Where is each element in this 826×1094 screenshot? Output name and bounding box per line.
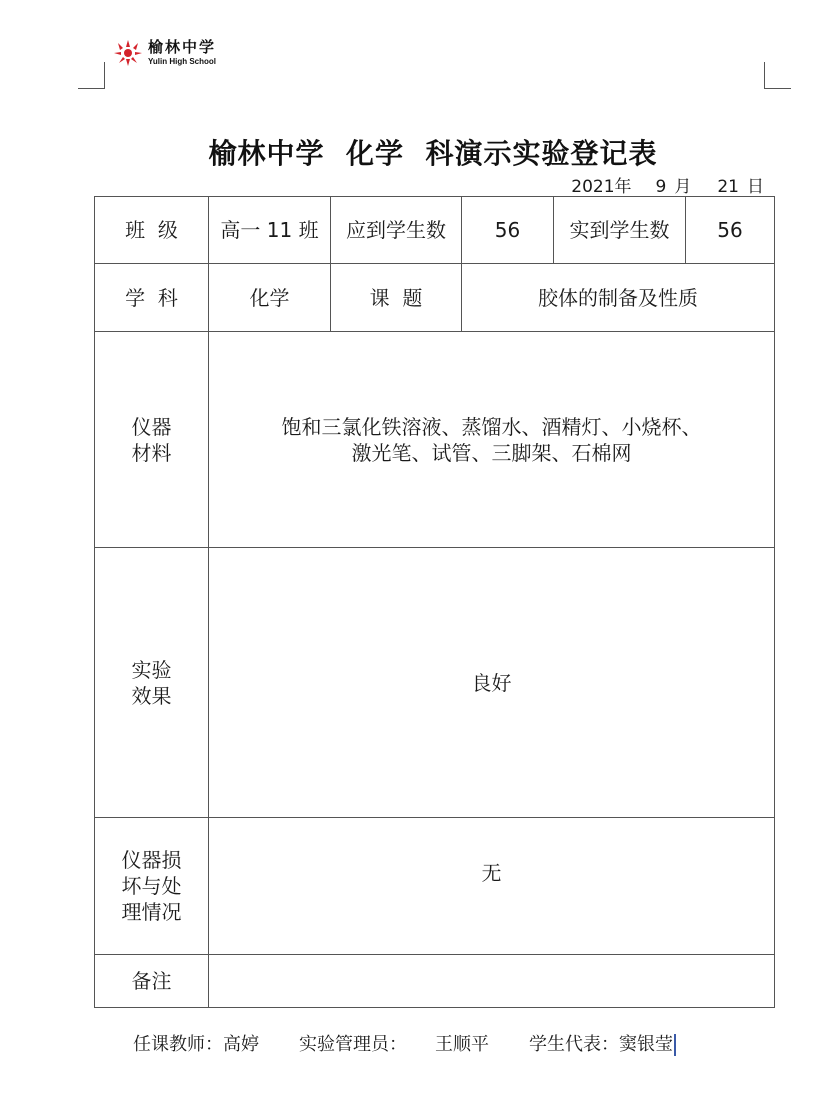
date-day: 21: [717, 177, 739, 197]
school-emblem-icon: [112, 38, 144, 68]
record-date: [571, 172, 764, 197]
date-year: 2021: [571, 177, 615, 197]
actual-students-value[interactable]: 56: [686, 197, 775, 264]
date-month: 9: [655, 177, 667, 197]
damage-value[interactable]: 无: [209, 818, 775, 955]
class-value[interactable]: 高一 11 班: [209, 197, 331, 264]
school-logo: [112, 38, 216, 68]
teacher-name[interactable]: 高婷: [223, 1034, 259, 1055]
topic-value[interactable]: 胶体的制备及性质: [462, 264, 775, 332]
expected-students-label: 应到学生数: [331, 197, 462, 264]
table-row-class: [95, 197, 775, 264]
logo-name-cn: 榆林中学: [148, 38, 217, 56]
damage-label: 仪器损 坏与处 理情况: [95, 818, 209, 955]
crop-mark-left: [78, 62, 105, 89]
remarks-value[interactable]: [209, 955, 775, 1008]
date-year-unit: 年: [614, 177, 632, 197]
table-row-effect: [95, 548, 775, 818]
page-title: 榆林中学 化学 科演示实验登记表: [208, 137, 658, 170]
remarks-label: 备注: [95, 955, 209, 1008]
date-day-unit: 日: [747, 177, 764, 197]
effect-label: 实验 效果: [95, 548, 209, 818]
student-label: 学生代表：: [529, 1034, 619, 1055]
date-month-unit: 月: [674, 177, 692, 197]
expected-students-value[interactable]: 56: [462, 197, 554, 264]
logo-name-en: Yulin High School: [148, 57, 216, 66]
topic-label: 课 题: [331, 264, 462, 332]
teacher-label: 任课教师：: [133, 1034, 223, 1055]
table-row-remarks: [95, 955, 775, 1008]
actual-students-label: 实到学生数: [554, 197, 686, 264]
table-row-damage: [95, 818, 775, 955]
text-cursor: [674, 1034, 676, 1056]
crop-mark-right: [764, 62, 791, 89]
signature-footer: [133, 1030, 676, 1056]
student-name[interactable]: 窦银莹: [619, 1034, 673, 1055]
subject-label: 学 科: [95, 264, 209, 332]
equipment-label: 仪器 材料: [95, 332, 209, 548]
table-row-subject: [95, 264, 775, 332]
table-row-equipment: [95, 332, 775, 548]
manager-name[interactable]: 王顺平: [435, 1034, 489, 1055]
subject-value[interactable]: 化学: [209, 264, 331, 332]
equipment-value[interactable]: 饱和三氯化铁溶液、蒸馏水、酒精灯、小烧杯、 激光笔、试管、三脚架、石棉网: [209, 332, 775, 548]
manager-label: 实验管理员：: [299, 1034, 407, 1055]
effect-value[interactable]: 良好: [209, 548, 775, 818]
registration-table: [94, 196, 775, 1008]
class-label: 班 级: [95, 197, 209, 264]
